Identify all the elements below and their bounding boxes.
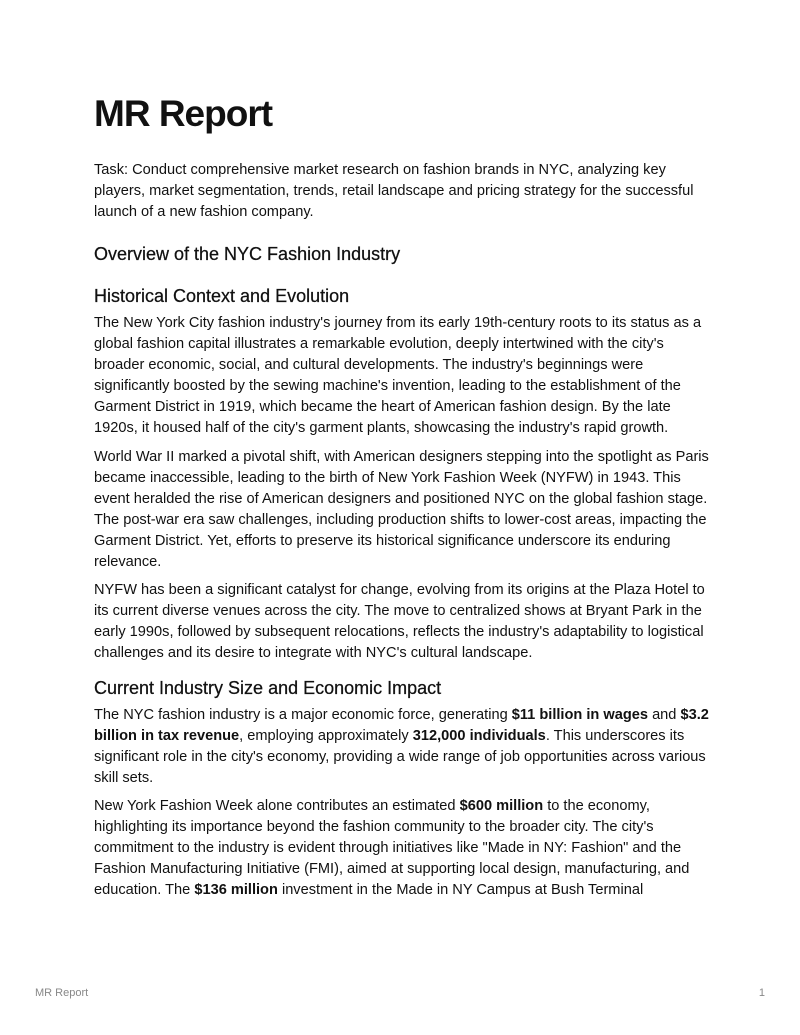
nyfw-contribution-figure: $600 million [459,797,544,814]
text-run: . This underscores its significant role in the city's economy, providing a wide range of job opportunities across various skill sets. [94,727,706,786]
industry-size-paragraph-1 [94,705,712,789]
text-run: to the economy, highlighting its importance beyond the fashion community to the broader city. The city's commitment to the industry is evident through initiatives like "Made in NY: Fashion" and the Fashion Manufacturing Initiative (FMI), aimed at supporting local design, manufacturing, and education. The [94,797,690,899]
employment-figure: 312,000 individuals [412,727,546,744]
footer-page-number: 1 [758,987,765,999]
history-paragraph-2: World War II marked a pivotal shift, with American designers stepping into the spotlight as Paris became inaccessible, leading to the birth of New York Fashion Week (NYFW) in 1943. This event heralded the rise of American designers and positioned NYC on the global fashion stage. The post-war era saw challenges, including production shifts to lower-cost areas, impacting the Garment District. Yet, efforts to preserve its historical significance underscore its enduring relevance. [94,448,709,571]
document-page [94,90,712,908]
footer-document-name: MR Report [35,987,89,999]
document-title: MR Report [94,93,273,134]
section-heading-overview: Overview of the NYC Fashion Industry [94,244,401,264]
text-run: , employing approximately [239,727,413,744]
task-description: Task: Conduct comprehensive market research on fashion brands in NYC, analyzing key players, market segmentation, trends, retail landscape and pricing strategy for the successful launch of a new fashion company. [94,162,694,220]
history-paragraph-3: NYFW has been a significant catalyst for change, evolving from its origins at the Plaza Hotel to its current diverse venues across the city. The move to centralized shows at Bryant Park in the early 1990s, followed by subsequent relocations, reflects the industry's adaptability to logistical challenges and its desire to integrate with NYC's cultural landscape. [94,582,705,662]
investment-figure: $136 million [194,882,278,899]
history-paragraph-1: The New York City fashion industry's journey from its early 19th-century roots to its status as a global fashion capital illustrates a remarkable evolution, deeply intertwined with the city's broader economic, social, and cultural developments. The industry's beginnings were significantly boosted by the sewing machine's invention, leading to the establishment of the Garment District in 1919, which became the heart of American fashion design. By the late 1920s, it housed half of the city's garment plants, showcasing the industry's rapid growth. [94,315,702,437]
subsection-heading-industry-size: Current Industry Size and Economic Impact [94,677,442,698]
text-run: New York Fashion Week alone contributes an estimated [94,797,460,814]
subsection-heading-history: Historical Context and Evolution [94,286,350,306]
tax-revenue-figure: $3.2 billion in tax revenue [94,706,709,744]
industry-size-paragraph-2 [94,796,712,901]
text-run: investment in the Made in NY Campus at Bush Terminal [277,882,644,899]
text-run: The NYC fashion industry is a major economic force, generating [94,706,512,723]
wages-figure: $11 billion in wages [511,706,649,723]
text-run: and [648,706,681,723]
